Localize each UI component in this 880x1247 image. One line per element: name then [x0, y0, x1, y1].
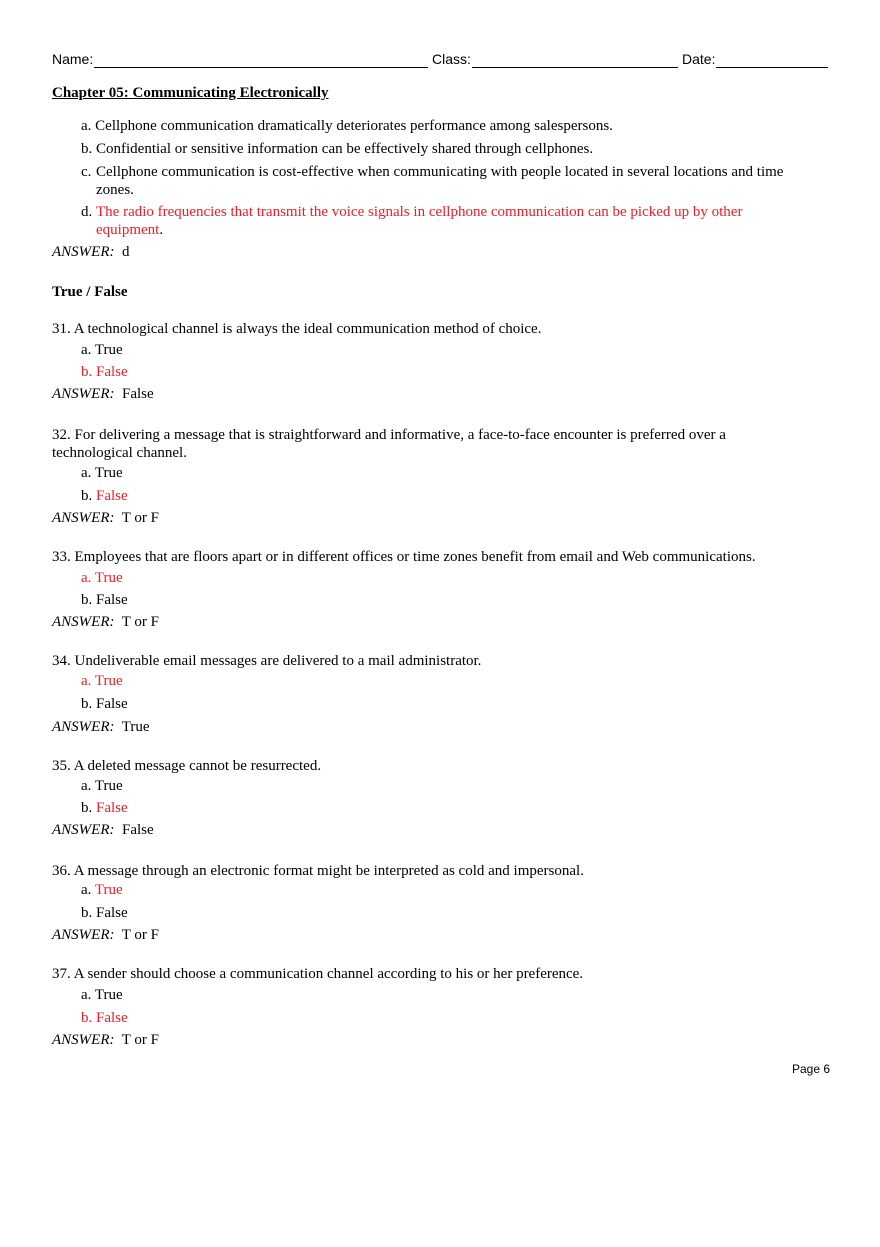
option-text: False: [96, 800, 128, 816]
answer-value: T or F: [121, 614, 159, 630]
header-fields: [52, 51, 830, 71]
option-letter: a.: [81, 778, 92, 794]
q36-option-b: [81, 904, 128, 922]
answer-value: T or F: [121, 927, 159, 943]
answer-label: ANSWER:: [52, 927, 115, 943]
question-33: [52, 548, 756, 566]
option-letter: c.: [81, 164, 92, 180]
q37-answer: [52, 1031, 159, 1049]
option-text: True: [94, 882, 123, 898]
q30-option-d: [81, 203, 92, 221]
option-suffix: .: [159, 222, 164, 238]
question-text: A technological channel is always the ideal communication method of choice.: [73, 321, 542, 337]
class-blank-line: [472, 67, 678, 68]
answer-value: False: [121, 822, 154, 838]
option-text: True: [94, 673, 123, 689]
question-31: [52, 320, 822, 338]
option-letter: a.: [81, 465, 92, 481]
option-text: False: [96, 592, 128, 608]
option-text: True: [94, 778, 123, 794]
question-text: Employees that are floors apart or in different offices or time zones benefit from email and Web communications.: [74, 549, 756, 565]
q32-answer: [52, 509, 159, 527]
question-number: 31.: [52, 321, 71, 337]
option-letter: a.: [81, 570, 92, 586]
q30-option-a: [81, 117, 613, 135]
section-title: True / False: [52, 284, 128, 300]
question-number: 33.: [52, 549, 71, 565]
option-letter: b.: [81, 905, 93, 921]
question-36: [52, 862, 584, 880]
q33-option-b: [81, 591, 128, 609]
answer-value: T or F: [121, 510, 159, 526]
option-letter: b.: [81, 488, 93, 504]
option-letter: a.: [81, 987, 92, 1003]
class-label: Class:: [432, 51, 471, 67]
option-letter: a.: [81, 673, 92, 689]
option-letter: b.: [81, 1010, 93, 1026]
name-blank-line: [94, 67, 428, 68]
q37-option-b: [81, 1009, 128, 1027]
q31-option-a: [81, 341, 123, 359]
q30-answer: [52, 243, 129, 261]
q35-answer: [52, 821, 154, 839]
option-text: True: [94, 465, 123, 481]
question-number: 36.: [52, 863, 71, 879]
question-37: [52, 965, 583, 983]
option-letter: a.: [81, 882, 92, 898]
answer-label: ANSWER:: [52, 614, 115, 630]
option-text: Cellphone communication dramatically deteriorates performance among salespersons.: [95, 118, 613, 134]
option-text: True: [94, 987, 123, 1003]
page-number: Page 6: [792, 1062, 831, 1076]
answer-label: ANSWER:: [52, 244, 115, 260]
option-text: False: [96, 696, 128, 712]
chapter-title: Chapter 05: Communicating Electronically: [52, 85, 329, 101]
date-label: Date:: [682, 51, 716, 67]
q34-option-b: [81, 695, 128, 713]
answer-value: d: [121, 244, 130, 260]
answer-label: ANSWER:: [52, 1032, 115, 1048]
question-number: 37.: [52, 966, 71, 982]
option-letter: a.: [81, 342, 92, 358]
q34-answer: [52, 718, 150, 736]
q37-option-a: [81, 986, 123, 1004]
answer-value: T or F: [121, 1032, 159, 1048]
q36-option-a: [81, 881, 123, 899]
question-text: A message through an electronic format might be interpreted as cold and impersonal.: [73, 863, 584, 879]
option-letter: b.: [81, 141, 93, 157]
question-text: Undeliverable email messages are delivered to a mail administrator.: [74, 653, 482, 669]
q35-option-a: [81, 777, 123, 795]
option-letter: b.: [81, 800, 93, 816]
answer-label: ANSWER:: [52, 822, 115, 838]
q32-option-a: [81, 464, 123, 482]
option-letter: b.: [81, 696, 93, 712]
option-text: False: [96, 1010, 128, 1026]
question-34: [52, 652, 481, 670]
q30-option-d-text: [96, 203, 796, 239]
q32-option-b: [81, 487, 128, 505]
name-label: Name:: [52, 51, 94, 67]
option-text: False: [96, 364, 128, 380]
answer-label: ANSWER:: [52, 510, 115, 526]
option-text: Confidential or sensitive information can be effectively shared through cellphones.: [96, 141, 594, 157]
question-number: 34.: [52, 653, 71, 669]
correct-option-text: The radio frequencies that transmit the voice signals in cellphone communication can be picked up by other equipment: [96, 204, 743, 238]
q35-option-b: [81, 799, 128, 817]
question-35: [52, 757, 321, 775]
option-letter: a.: [81, 118, 92, 134]
q33-answer: [52, 613, 159, 631]
q30-option-b: [81, 140, 593, 158]
q31-answer: [52, 385, 154, 403]
option-letter: b.: [81, 592, 93, 608]
option-text: True: [94, 342, 123, 358]
q30-option-c: [81, 163, 91, 181]
answer-value: False: [121, 386, 154, 402]
question-text: For delivering a message that is straightforward and informative, a face-to-face encounter is preferred over a technological channel.: [52, 427, 726, 461]
option-text: False: [96, 488, 128, 504]
answer-label: ANSWER:: [52, 386, 115, 402]
question-32: [52, 426, 782, 462]
question-text: A deleted message cannot be resurrected.: [73, 758, 322, 774]
q30-option-c-text: Cellphone communication is cost-effective when communicating with people located in several locations and time zones.: [96, 164, 784, 198]
q34-option-a: [81, 672, 123, 690]
question-number: 32.: [52, 427, 71, 443]
answer-value: True: [121, 719, 150, 735]
q33-option-a: [81, 569, 123, 587]
option-text: True: [94, 570, 123, 586]
question-text: A sender should choose a communication channel according to his or her preference.: [73, 966, 584, 982]
option-letter: d.: [81, 204, 93, 220]
q31-option-b: [81, 363, 128, 381]
q36-answer: [52, 926, 159, 944]
date-blank-line: [716, 67, 828, 68]
option-letter: b.: [81, 364, 93, 380]
option-text: False: [96, 905, 128, 921]
answer-label: ANSWER:: [52, 719, 115, 735]
question-number: 35.: [52, 758, 71, 774]
